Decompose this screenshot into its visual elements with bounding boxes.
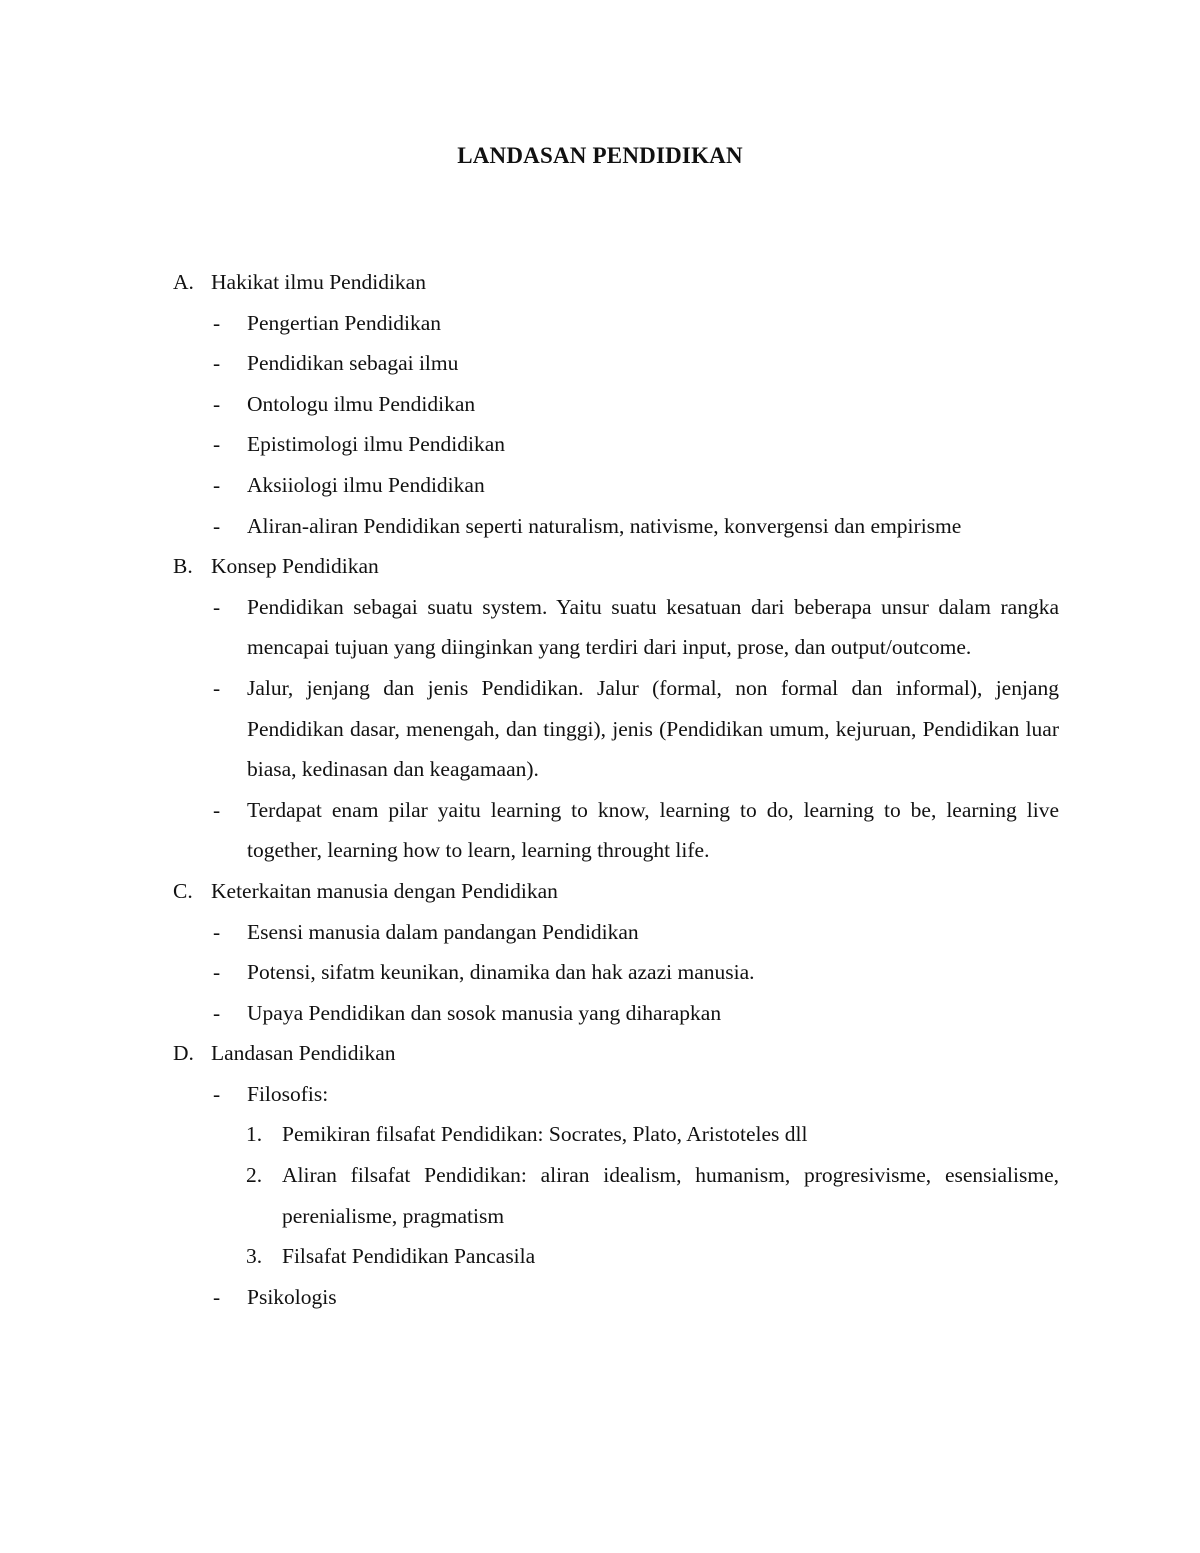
section-heading-text: Konsep Pendidikan [211,554,379,579]
dash-bullet: - [213,594,221,619]
section-marker: D. [173,1041,194,1066]
list-item-text: Pengertian Pendidikan [247,310,442,335]
list-item-filosofis [173,1074,1059,1115]
dash-bullet: - [213,351,221,376]
section-heading-text: Landasan Pendidikan [211,1041,396,1066]
list-item-text: Pendidikan sebagai ilmu [247,351,459,376]
list-item-text: Pendidikan sebagai suatu system. Yaitu suatu kesatuan dari beberapa unsur dalam rangka mencapai tujuan yang diinginkan yang terdiri dari input, prose, dan output/outcome. [247,594,1059,660]
section-b-heading [173,546,1059,587]
section-marker: C. [173,878,193,903]
list-item-text: Jalur, jenjang dan jenis Pendidikan. Jalur (formal, non formal dan informal), jenjang Pendidikan dasar, menengah, dan tinggi), jenis (Pendidikan umum, kejuruan, Pendidikan luar biasa, kedinasan dan keagamaan). [247,675,1059,782]
list-item [173,303,1059,344]
list-item-text: Filosofis: [247,1081,329,1106]
dash-bullet: - [213,675,221,700]
list-item [173,993,1059,1034]
list-item [173,587,1059,668]
dash-bullet: - [213,960,221,985]
section-a-heading [173,262,1059,303]
dash-bullet: - [213,432,221,457]
dash-bullet: - [213,513,221,538]
numbered-item [173,1155,1059,1236]
dash-bullet: - [213,919,221,944]
dash-bullet: - [213,1284,221,1309]
list-item-text: Aksiiologi ilmu Pendidikan [247,472,485,497]
number-marker: 2. [246,1163,263,1188]
list-item-text: Ontologu ilmu Pendidikan [247,391,476,416]
section-heading-text: Hakikat ilmu Pendidikan [211,270,426,294]
numbered-item-text: Filsafat Pendidikan Pancasila [282,1244,536,1269]
list-item [173,912,1059,953]
list-item [173,668,1059,790]
numbered-item [173,1236,1059,1277]
document-body [173,262,1059,1317]
list-item-text: Esensi manusia dalam pandangan Pendidikan [247,919,639,944]
number-marker: 1. [246,1122,263,1147]
dash-bullet: - [213,797,221,822]
section-d-heading [173,1033,1059,1074]
list-item-text: Aliran-aliran Pendidikan seperti naturalism, nativisme, konvergensi dan empirisme [247,513,962,538]
list-item-text: Psikologis [247,1284,337,1309]
document-title: LANDASAN PENDIDIKAN [457,143,743,168]
list-item [173,384,1059,425]
dash-bullet: - [213,1081,221,1106]
section-marker: A. [173,270,194,294]
list-item-psikologis [173,1277,1059,1318]
list-item [173,506,1059,547]
dash-bullet: - [213,1000,221,1025]
numbered-item-text: Pemikiran filsafat Pendidikan: Socrates, Plato, Aristoteles dll [282,1122,808,1147]
section-marker: B. [173,554,193,579]
list-item-text: Potensi, sifatm keunikan, dinamika dan hak azazi manusia. [247,960,755,985]
list-item [173,952,1059,993]
section-heading-text: Keterkaitan manusia dengan Pendidikan [211,878,558,903]
section-c-heading [173,871,1059,912]
list-item-text: Terdapat enam pilar yaitu learning to know, learning to do, learning to be, learning live together, learning how to learn, learning throught life. [247,797,1059,863]
list-item [173,424,1059,465]
list-item-text: Epistimologi ilmu Pendidikan [247,432,505,457]
list-item [173,790,1059,871]
list-item-text: Upaya Pendidikan dan sosok manusia yang diharapkan [247,1000,722,1025]
dash-bullet: - [213,472,221,497]
numbered-item [173,1114,1059,1155]
list-item [173,343,1059,384]
dash-bullet: - [213,391,221,416]
list-item [173,465,1059,506]
number-marker: 3. [246,1244,263,1269]
numbered-item-text: Aliran filsafat Pendidikan: aliran idealism, humanism, progresivisme, esensialisme, perenialisme, pragmatism [282,1163,1059,1228]
dash-bullet: - [213,310,221,335]
